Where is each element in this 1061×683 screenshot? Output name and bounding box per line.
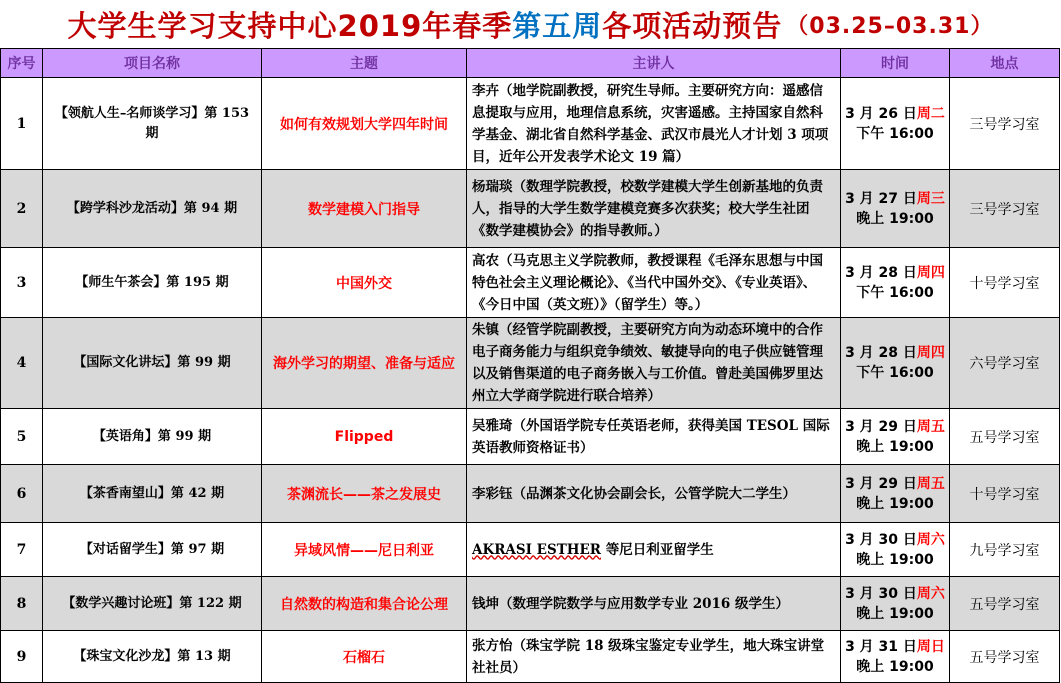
row-number: 7 bbox=[1, 523, 43, 577]
title-main: 大学生学习支持中心2019年春季 bbox=[67, 8, 513, 43]
table-row bbox=[1, 248, 1060, 318]
clock-time: 晚上 19:00 bbox=[856, 605, 934, 622]
date: 3 月 28 日 bbox=[845, 345, 917, 361]
table-row bbox=[1, 523, 1060, 577]
row-number: 2 bbox=[1, 170, 43, 248]
time-cell bbox=[841, 248, 950, 318]
time-cell bbox=[841, 577, 950, 631]
project-name: 【国际文化讲坛】第 99 期 bbox=[43, 318, 262, 409]
date: 3 月 29 日 bbox=[845, 418, 917, 435]
topic: 如何有效规划大学四年时间 bbox=[262, 78, 467, 170]
row-number: 6 bbox=[1, 465, 43, 523]
clock-time: 下午 16:00 bbox=[856, 284, 934, 301]
place: 五号学习室 bbox=[950, 409, 1060, 465]
weekday: 周五 bbox=[916, 418, 945, 435]
time-cell bbox=[841, 523, 950, 577]
place: 六号学习室 bbox=[950, 318, 1060, 409]
place: 五号学习室 bbox=[950, 631, 1060, 683]
title-week: 第五周 bbox=[512, 8, 603, 43]
place: 三号学习室 bbox=[950, 170, 1060, 248]
time-cell bbox=[841, 78, 950, 170]
schedule-table bbox=[0, 48, 1060, 683]
place: 十号学习室 bbox=[950, 465, 1060, 523]
clock-time: 下午 16:00 bbox=[856, 125, 934, 142]
speaker: 李彩钰（品渊茶文化协会副会长，公管学院大二学生） bbox=[467, 465, 841, 523]
page-title bbox=[0, 0, 1061, 48]
header-time: 时间 bbox=[841, 49, 950, 78]
title-rest: 各项活动预告 bbox=[602, 8, 783, 43]
time-cell bbox=[841, 465, 950, 523]
clock-time: 晚上 19:00 bbox=[856, 658, 934, 675]
topic: 海外学习的期望、准备与适应 bbox=[262, 318, 467, 409]
date: 3 月 30 日 bbox=[845, 531, 917, 548]
project-name: 【师生午茶会】第 195 期 bbox=[43, 248, 262, 318]
weekday: 周五 bbox=[916, 475, 945, 492]
speaker: 钱坤（数理学院数学与应用数学专业 2016 级学生） bbox=[467, 577, 841, 631]
table-row bbox=[1, 577, 1060, 631]
project-name: 【珠宝文化沙龙】第 13 期 bbox=[43, 631, 262, 683]
date: 3 月 26 日 bbox=[845, 105, 917, 122]
project-name: 【茶香南望山】第 42 期 bbox=[43, 465, 262, 523]
project-name: 【英语角】第 99 期 bbox=[43, 409, 262, 465]
topic: 石榴石 bbox=[262, 631, 467, 683]
project-name: 【数学兴趣讨论班】第 122 期 bbox=[43, 577, 262, 631]
title-date: （03.25–03.31） bbox=[786, 13, 994, 39]
header-number: 序号 bbox=[1, 49, 43, 78]
row-number: 4 bbox=[1, 318, 43, 409]
topic: Flipped bbox=[262, 409, 467, 465]
speaker: 杨瑞琰（数理学院教授，校数学建模大学生创新基地的负责人，指导的大学生数学建模竞赛多次获奖；校大学生社团《数学建模协会》的指导教师。） bbox=[467, 170, 841, 248]
place: 九号学习室 bbox=[950, 523, 1060, 577]
project-name: 【领航人生–名师谈学习】第 153 期 bbox=[43, 78, 262, 170]
date: 3 月 29 日 bbox=[845, 475, 917, 492]
weekday: 周四 bbox=[916, 345, 945, 361]
project-name: 【跨学科沙龙活动】第 94 期 bbox=[43, 170, 262, 248]
speaker: 高农（马克思主义学院教师，教授课程《毛泽东思想与中国特色社会主义理论概论》、《当代中国外交》、《专业英语》、《今日中国（英文班）》（留学生）等。） bbox=[467, 248, 841, 318]
header-place: 地点 bbox=[950, 49, 1060, 78]
table-row bbox=[1, 78, 1060, 170]
speaker: 吴雅琦（外国语学院专任英语老师，获得美国 TESOL 国际英语教师资格证书） bbox=[467, 409, 841, 465]
weekday: 周二 bbox=[916, 105, 945, 122]
topic: 茶渊流长——茶之发展史 bbox=[262, 465, 467, 523]
clock-time: 下午 16:00 bbox=[856, 365, 934, 381]
table-row bbox=[1, 318, 1060, 409]
table-header-row bbox=[1, 49, 1060, 78]
topic: 数学建模入门指导 bbox=[262, 170, 467, 248]
speaker: 朱镇（经管学院副教授，主要研究方向为动态环境中的合作电子商务能力与组织竞争绩效、敏捷导向的电子供应链管理以及销售渠道的电子商务嵌入与工价值。曾赴美国佛罗里达州立大学商学院进行联合培养） bbox=[467, 318, 841, 409]
speaker: 李卉（地学院副教授，研究生导师。主要研究方向：遥感信息提取与应用，地理信息系统，灾害遥感。主持国家自然科学基金、湖北省自然科学基金、武汉市晨光人才计划 3 项项目，近年公开发表学术论文 19 篇） bbox=[467, 78, 841, 170]
time-cell bbox=[841, 318, 950, 409]
weekday: 周日 bbox=[916, 638, 945, 655]
time-cell bbox=[841, 409, 950, 465]
row-number: 1 bbox=[1, 78, 43, 170]
clock-time: 晚上 19:00 bbox=[856, 438, 934, 455]
clock-time: 晚上 19:00 bbox=[856, 495, 934, 512]
speaker bbox=[467, 523, 841, 577]
weekday: 周四 bbox=[916, 264, 945, 281]
row-number: 3 bbox=[1, 248, 43, 318]
table-row bbox=[1, 170, 1060, 248]
date: 3 月 30 日 bbox=[845, 585, 917, 602]
header-project: 项目名称 bbox=[43, 49, 262, 78]
topic: 中国外交 bbox=[262, 248, 467, 318]
header-topic: 主题 bbox=[262, 49, 467, 78]
date: 3 月 27 日 bbox=[845, 190, 917, 207]
speaker-desc: 等尼日利亚留学生 bbox=[605, 541, 714, 558]
topic: 异域风情——尼日利亚 bbox=[262, 523, 467, 577]
place: 三号学习室 bbox=[950, 78, 1060, 170]
speaker-english-name: AKRASI ESTHER bbox=[472, 541, 602, 558]
weekday: 周六 bbox=[916, 531, 945, 548]
speaker: 张方怡（珠宝学院 18 级珠宝鉴定专业学生，地大珠宝讲堂社社员） bbox=[467, 631, 841, 683]
row-number: 8 bbox=[1, 577, 43, 631]
header-speaker: 主讲人 bbox=[467, 49, 841, 78]
clock-time: 晚上 19:00 bbox=[856, 551, 934, 568]
row-number: 5 bbox=[1, 409, 43, 465]
table-row bbox=[1, 465, 1060, 523]
clock-time: 晚上 19:00 bbox=[856, 210, 934, 227]
table-row bbox=[1, 631, 1060, 683]
weekday: 周六 bbox=[916, 585, 945, 602]
time-cell bbox=[841, 170, 950, 248]
time-cell bbox=[841, 631, 950, 683]
table-row bbox=[1, 409, 1060, 465]
weekday: 周三 bbox=[916, 190, 945, 207]
row-number: 9 bbox=[1, 631, 43, 683]
date: 3 月 28 日 bbox=[845, 264, 917, 281]
place: 十号学习室 bbox=[950, 248, 1060, 318]
place: 五号学习室 bbox=[950, 577, 1060, 631]
topic: 自然数的构造和集合论公理 bbox=[262, 577, 467, 631]
project-name: 【对话留学生】第 97 期 bbox=[43, 523, 262, 577]
date: 3 月 31 日 bbox=[845, 638, 917, 655]
